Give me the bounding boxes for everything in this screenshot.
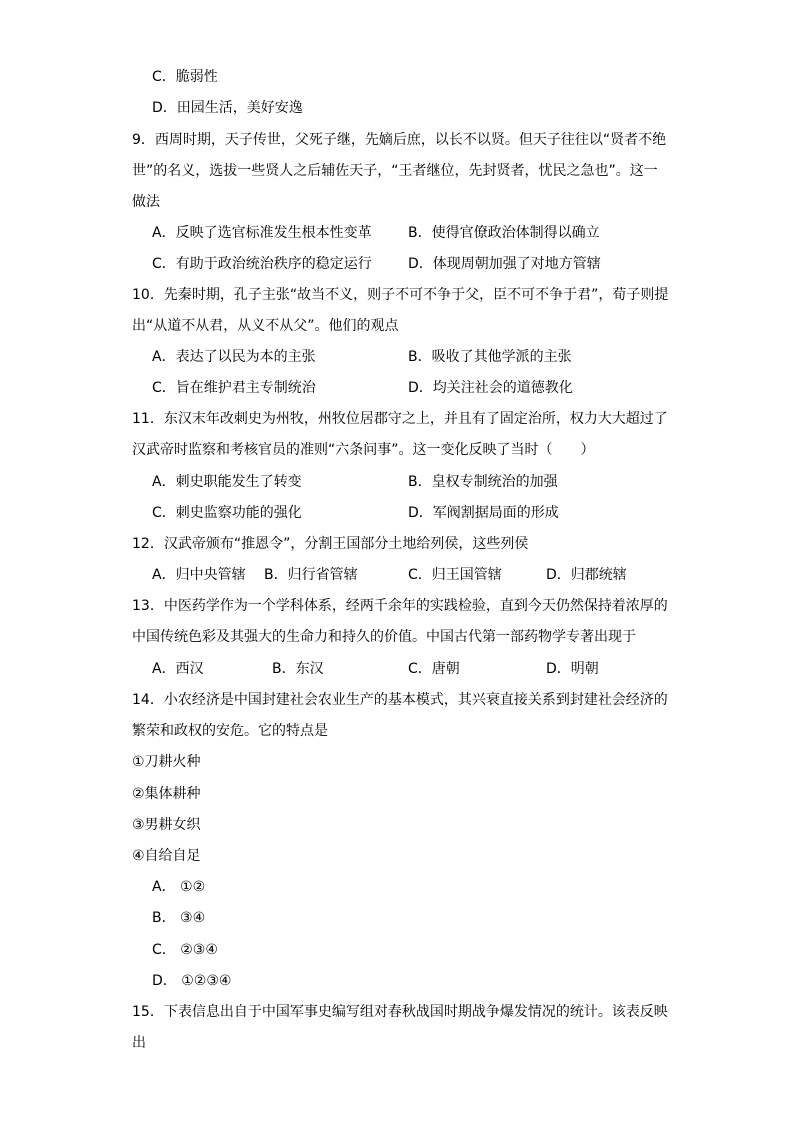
q13-option-c: C．唐朝 [408,661,460,677]
q9-options-row-1 [152,223,664,243]
q13-options-row [152,659,664,679]
q11-option-c: C．刺史监察功能的强化 [152,505,302,521]
q14-item-2: ②集体耕种 [132,786,201,802]
q11-stem-line-2: 汉武帝时监察和考核官员的准则“六条问事”。这一变化反映了当时（ ） [132,442,595,458]
q8-option-d: D．田园生活，美好安逸 [152,100,303,116]
q10-option-a: A．表达了以民为本的主张 [152,349,316,365]
q9-stem-line-3: 做法 [132,194,160,210]
q9-options-row-2 [152,254,664,274]
q14-stem-line-1: 14．小农经济是中国封建社会农业生产的基本模式，其兴衰直接关系到封建社会经济的 [132,692,668,708]
q11-option-b: B．皇权专制统治的加强 [408,474,558,490]
q10-options-row-2 [152,378,664,398]
q14-option-d: D． ①②③④ [152,973,232,989]
q12-option-c: C．归王国管辖 [408,567,502,583]
q12-options-row [152,565,664,585]
q13-stem-line-2: 中国传统色彩及其强大的生命力和持久的价值。中国古代第一部药物学专著出现于 [132,629,636,645]
q12-stem: 12．汉武帝颁布“推恩令”，分割王国部分土地给列侯，这些列侯 [132,536,529,552]
q11-options-row-1 [152,472,664,492]
q14-option-b: B． ③④ [152,910,206,926]
q10-option-c: C．旨在维护君主专制统治 [152,380,316,396]
q9-option-c: C．有助于政治统治秩序的稳定运行 [152,256,372,272]
q10-options-row-1 [152,347,664,367]
q10-option-d: D．均关注社会的道德教化 [408,380,573,396]
q13-option-d: D．明朝 [546,661,599,677]
q13-stem-line-1: 13．中医药学作为一个学科体系，经两千余年的实践检验，直到今天仍然保持着浓厚的 [132,598,668,614]
q11-options-row-2 [152,503,664,523]
q14-item-3: ③男耕女织 [132,817,201,833]
q13-option-b: B．东汉 [272,661,324,677]
q14-item-1: ①刀耕火种 [132,754,201,770]
q11-option-a: A．刺史职能发生了转变 [152,474,302,490]
q9-stem-line-2: 世”的名义，选拔一些贤人之后辅佐天子，“王者继位，先封贤者，忧民之急也”。这一 [132,163,658,179]
q9-option-b: B．使得官僚政治体制得以确立 [408,225,600,241]
q9-stem-line-1: 9．西周时期，天子传世，父死子继，先嫡后庶，以长不以贤。但天子往往以“贤者不绝 [132,132,667,148]
q14-option-a: A． ①② [152,879,206,895]
q10-stem-line-2: 出“从道不从君，从义不从父”。他们的观点 [132,318,399,334]
q13-option-a: A．西汉 [152,661,204,677]
q10-option-b: B．吸收了其他学派的主张 [408,349,572,365]
q12-option-b: B．归行省管辖 [264,567,358,583]
q14-stem-line-2: 繁荣和政权的安危。它的特点是 [132,723,328,739]
q12-option-d: D．归郡统辖 [546,567,627,583]
q12-option-a: A．归中央管辖 [152,567,246,583]
q14-option-c: C． ②③④ [152,942,218,958]
q15-stem-line-2: 出 [132,1035,146,1051]
q11-stem-line-1: 11．东汉末年改刺史为州牧，州牧位居郡守之上，并且有了固定治所，权力大大超过了 [132,411,668,427]
q9-option-a: A．反映了选官标准发生根本性变革 [152,225,372,241]
q8-option-c: C．脆弱性 [152,69,218,85]
q10-stem-line-1: 10．先秦时期，孔子主张“故当不义，则子不可不争于父，臣不可不争于君”，荀子则提 [132,287,669,303]
q9-option-d: D．体现周朝加强了对地方管辖 [408,256,601,272]
q11-option-d: D．军阀割据局面的形成 [408,505,559,521]
q15-stem-line-1: 15．下表信息出自于中国军事史编写组对春秋战国时期战争爆发情况的统计。该表反映 [132,1004,668,1020]
q14-item-4: ④自给自足 [132,848,201,864]
